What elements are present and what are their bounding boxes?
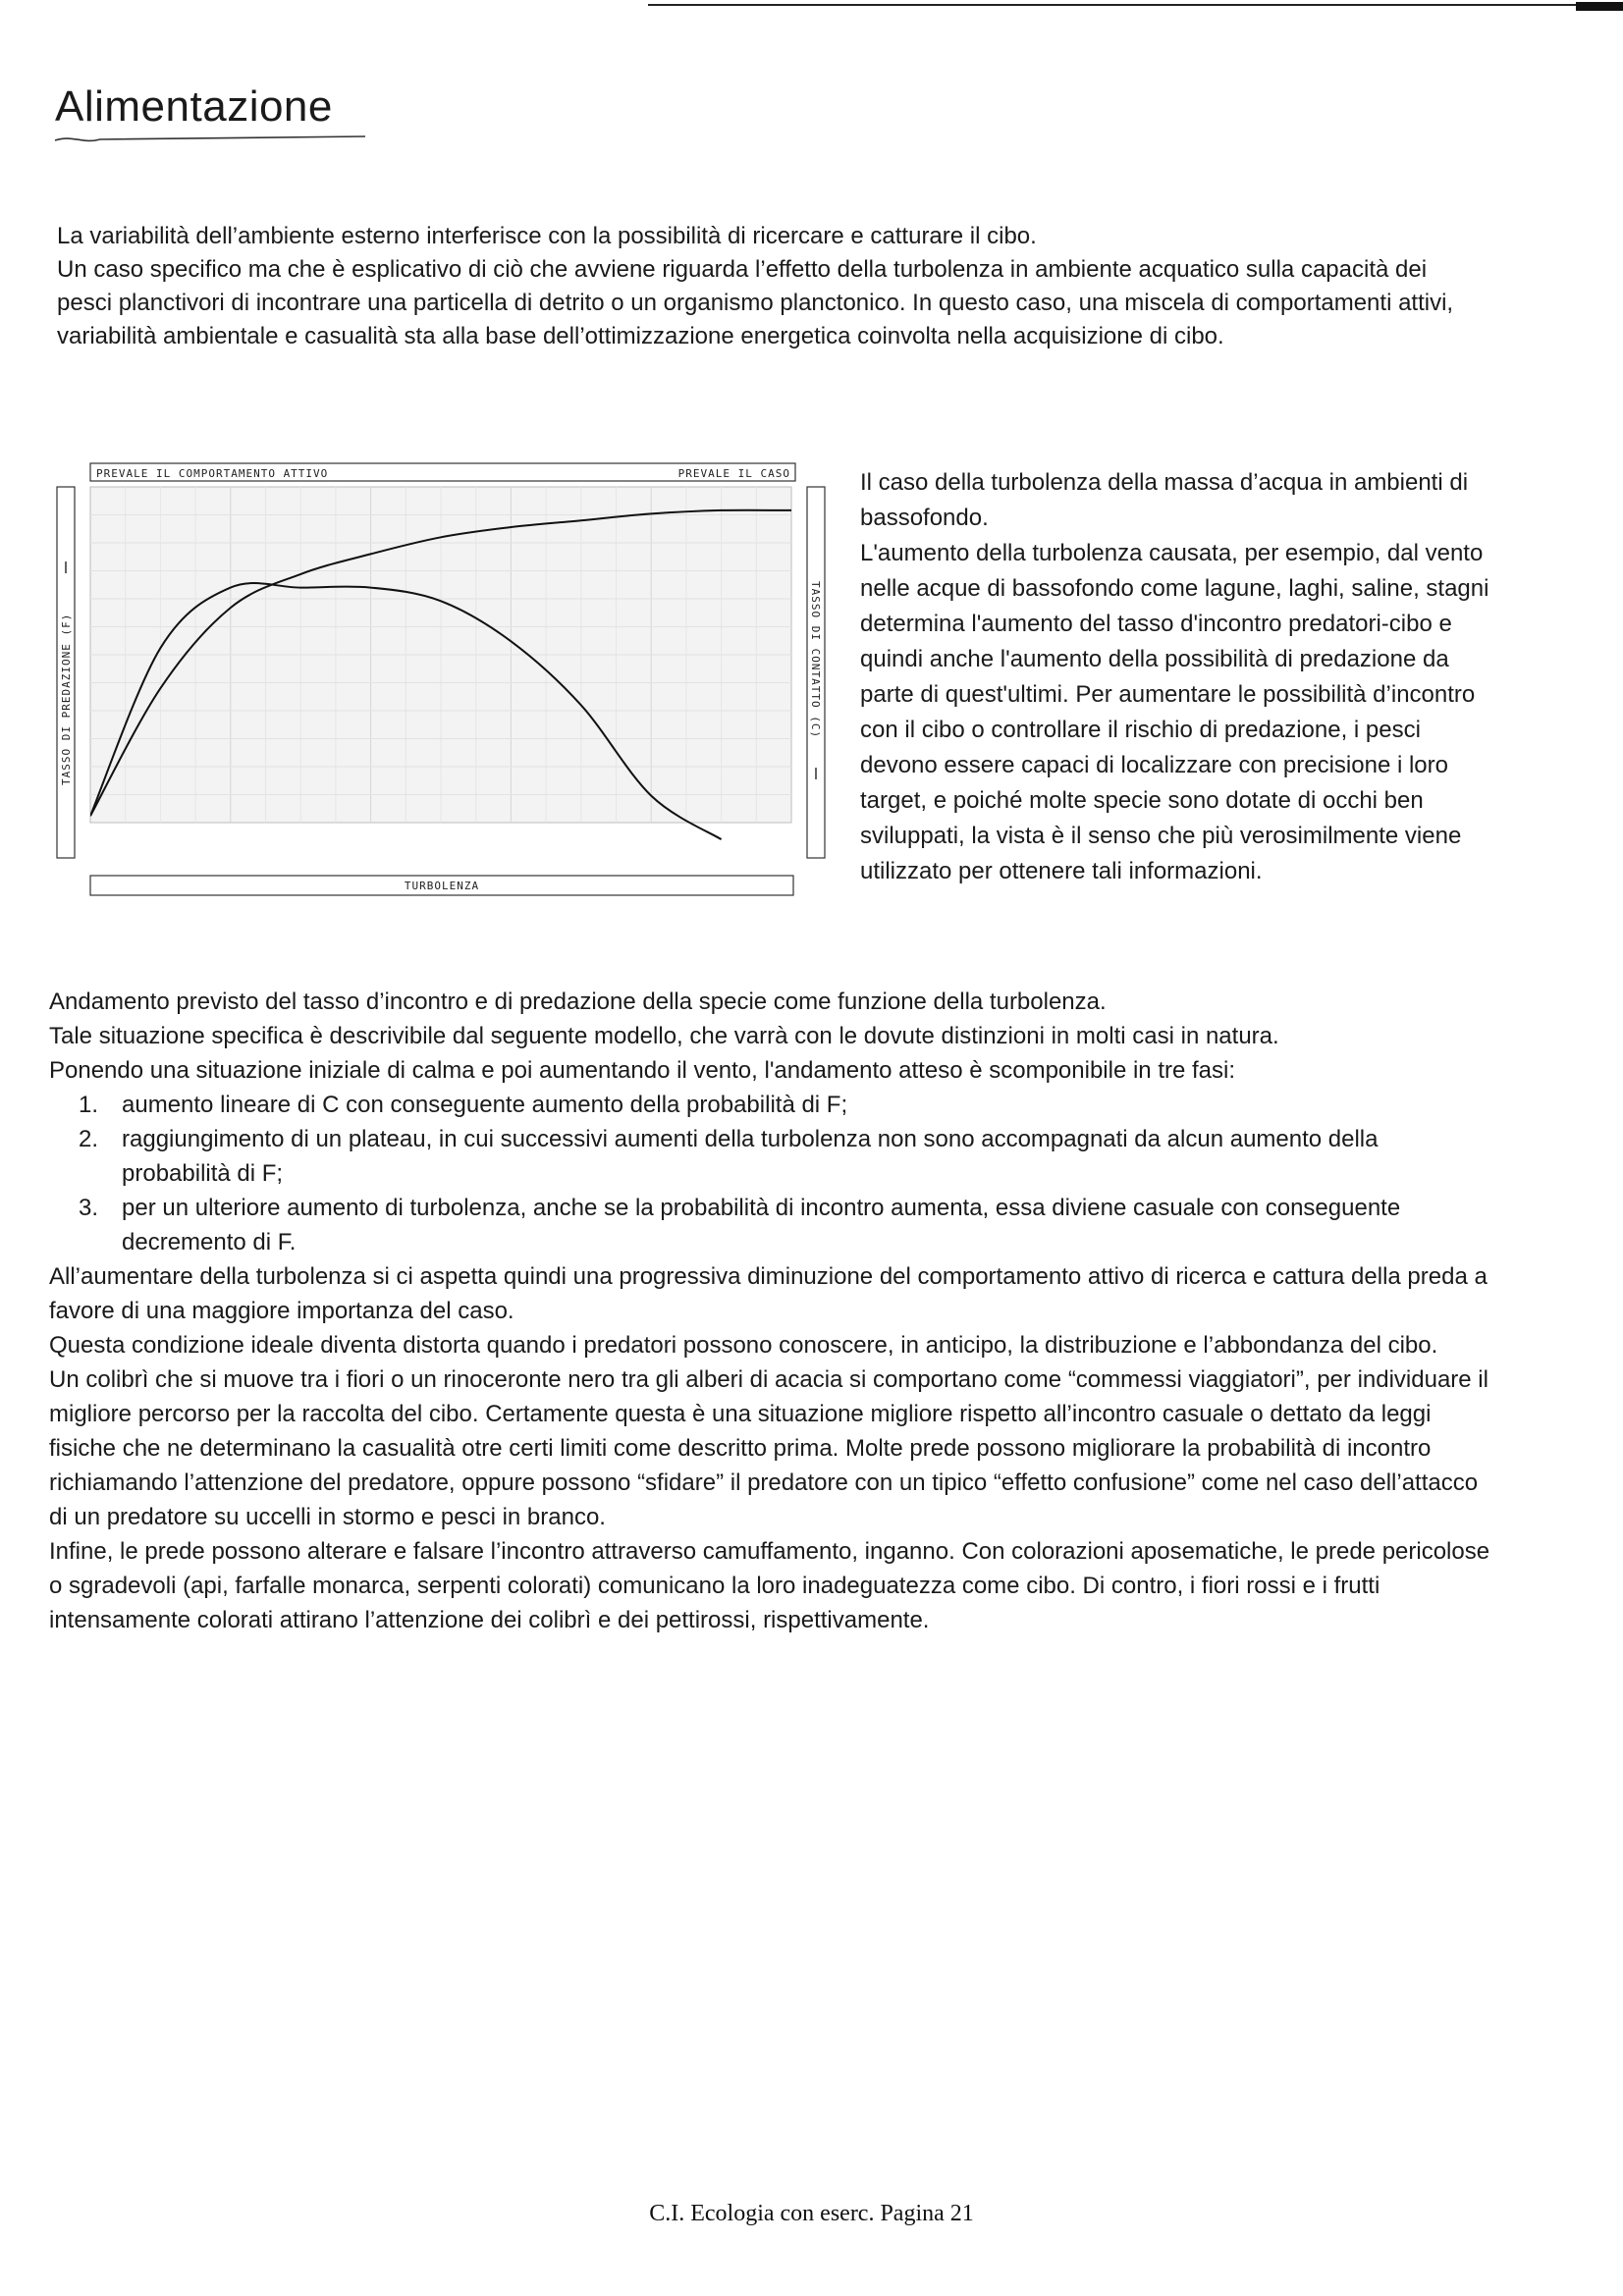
top-corner-mark xyxy=(1576,2,1623,11)
paragraph-3: Un colibrì che si muove tra i fiori o un rinoceronte nero tra gli alberi di acacia si comportano come “commessi viaggiatori”, per individuare il migliore percorso per la raccolta del cibo. Certamente questa è una situazione migliore rispetto all’incontro casuale o dettato da leggi fisiche che ne determinano la casualità otre certi limiti come descritto prima. Molte prede possono migliorare la probabilità di incontro richiamando l’attenzione del predatore, oppure possono “sfidare” il predatore con un tipico “effetto confusione” come nel caso dell’attacco di un predatore su uccelli in stormo e pesci in branco. xyxy=(49,1366,1488,1530)
body-text xyxy=(49,985,1492,1637)
ylabel-right: TASSO DI CONTATTO (C) xyxy=(809,581,822,739)
intro-sentence-1: La variabilità dell’ambiente esterno interferisce con la possibilità di ricercare e catturare il cibo. xyxy=(57,223,1037,249)
side-line-1: Il caso della turbolenza della massa d’acqua in ambienti di bassofondo. xyxy=(860,469,1469,531)
page-title: Alimentazione xyxy=(55,82,333,131)
phases-intro: Ponendo una situazione iniziale di calma e poi aumentando il vento, l'andamento atteso è scomponibile in tre fasi: xyxy=(49,1057,1236,1084)
turbulence-chart-svg xyxy=(49,454,844,903)
phase-item xyxy=(49,1122,1492,1191)
title-underline xyxy=(53,132,367,145)
model-intro: Tale situazione specifica è descrivibile dal seguente modello, che varrà con le dovute distinzioni in molti casi in natura. xyxy=(49,1023,1279,1049)
phase-number: 2. xyxy=(79,1126,99,1152)
intro-sentence-2: Un caso specifico ma che è esplicativo di ciò che avviene riguarda l’effetto della turbolenza in ambiente acquatico sulla capacità dei pesci planctivori di incontrare una particella di detrito o un organismo planctonico. In questo caso, una miscela di comportamenti attivi, variabilità ambientale e casualità sta alla base dell’ottimizzazione energetica coinvolta nella acquisizione di cibo. xyxy=(57,256,1454,349)
paragraph-1: All’aumentare della turbolenza si ci aspetta quindi una progressiva diminuzione del comportamento attivo di ricerca e cattura della preda a favore di una maggiore importanza del caso. xyxy=(49,1263,1488,1324)
side-line-2: L'aumento della turbolenza causata, per esempio, dal vento nelle acque di bassofondo come lagune, laghi, saline, stagni determina l'aumento del tasso d'incontro predatori-cibo e quindi anche l'aumento della possibilità di predazione da parte di quest'ultimi. Per aumentare le possibilità d’incontro con il cibo o controllare il rischio di predazione, i pesci devono essere capaci di localizzare con precisione i loro target, e poiché molte specie sono dotate di occhi ben sviluppati, la vista è il senso che più verosimilmente viene utilizzato per ottenere tali informazioni. xyxy=(860,540,1489,884)
intro-paragraph xyxy=(57,220,1471,353)
phases-list xyxy=(49,1088,1492,1259)
page-footer: C.I. Ecologia con eserc. Pagina 21 xyxy=(649,2201,974,2226)
top-rule xyxy=(648,4,1596,6)
phase-item xyxy=(49,1088,1492,1122)
figure-caption: Andamento previsto del tasso d’incontro e di predazione della specie come funzione della turbolenza. xyxy=(49,988,1107,1015)
chart-title-right: PREVALE IL CASO xyxy=(677,467,790,480)
phase-item xyxy=(49,1191,1492,1259)
phase-text: aumento lineare di C con conseguente aumento della probabilità di F; xyxy=(122,1092,848,1118)
phase-text: raggiungimento di un plateau, in cui successivi aumenti della turbolenza non sono accompagnati da alcun aumento della probabilità di F; xyxy=(122,1126,1379,1187)
phase-number: 1. xyxy=(79,1092,99,1118)
chart-title-left: PREVALE IL COMPORTAMENTO ATTIVO xyxy=(96,467,329,480)
paragraph-2: Questa condizione ideale diventa distorta quando i predatori possono conoscere, in anticipo, la distribuzione e l’abbondanza del cibo. xyxy=(49,1332,1438,1359)
ylabel-left: TASSO DI PREDAZIONE (F) xyxy=(60,613,73,785)
paragraph-4: Infine, le prede possono alterare e falsare l’incontro attraverso camuffamento, inganno. Con colorazioni aposematiche, le prede pericolose o sgradevoli (api, farfalle monarca, serpenti colorati) comunicano la loro inadeguatezza come cibo. Di contro, i fiori rossi e i frutti intensamente colorati attirano l’attenzione dei colibrì e dei pettirossi, rispettivamente. xyxy=(49,1538,1490,1633)
turbulence-chart xyxy=(49,454,844,903)
side-paragraph xyxy=(860,465,1498,889)
xlabel: TURBOLENZA xyxy=(404,880,480,892)
phase-text: per un ulteriore aumento di turbolenza, anche se la probabilità di incontro aumenta, essa diviene casuale con conseguente decremento di F. xyxy=(122,1195,1401,1255)
phase-number: 3. xyxy=(79,1195,99,1221)
